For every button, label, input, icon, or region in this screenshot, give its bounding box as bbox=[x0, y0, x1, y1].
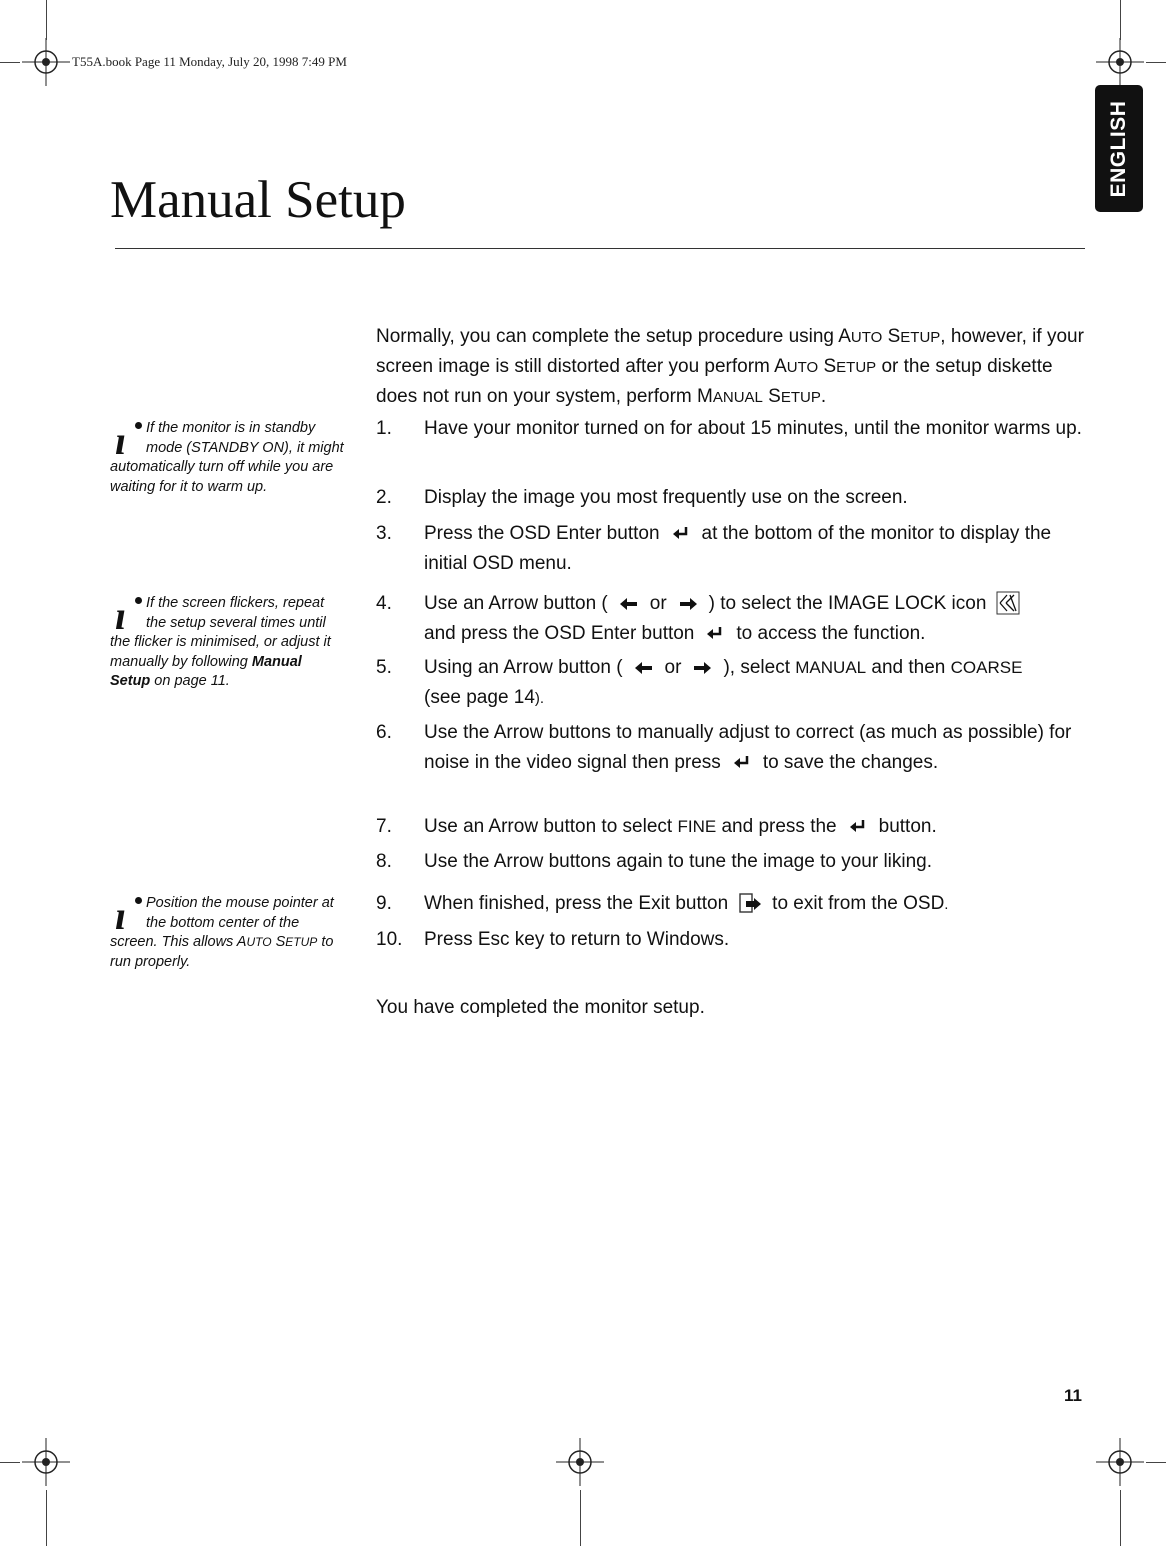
page-title: Manual Setup bbox=[110, 171, 406, 229]
step-item: 2. Display the image you most frequently use on the screen. bbox=[376, 487, 908, 508]
crop-mark bbox=[1146, 62, 1166, 63]
crop-mark bbox=[0, 1462, 20, 1463]
enter-icon bbox=[670, 525, 692, 541]
print-header-slug: T55A.book Page 11 Monday, July 20, 1998 7:49 PM bbox=[72, 54, 347, 69]
right-arrow-icon bbox=[691, 659, 713, 675]
registration-mark-icon bbox=[22, 38, 70, 86]
step-item: 5. Using an Arrow button ( or ), select MANUAL and then COARSE (see page 14). bbox=[376, 657, 1023, 708]
info-icon: ı bbox=[110, 894, 144, 930]
step-item: 10. Press Esc key to return to Windows. bbox=[376, 929, 730, 950]
crop-mark bbox=[46, 1490, 47, 1546]
crop-mark bbox=[580, 1490, 581, 1546]
crop-mark bbox=[0, 62, 20, 63]
title-divider bbox=[115, 248, 1085, 249]
enter-icon bbox=[731, 754, 753, 770]
enter-icon bbox=[704, 625, 726, 641]
side-note bbox=[110, 419, 346, 497]
crop-mark bbox=[46, 0, 47, 40]
step-item: 8. Use the Arrow buttons again to tune the image to your liking. bbox=[376, 851, 933, 872]
registration-mark-icon bbox=[1096, 38, 1144, 86]
enter-icon bbox=[847, 818, 869, 834]
left-arrow-icon bbox=[618, 595, 640, 611]
step-item: 7. Use an Arrow button to select FINE and press the button. bbox=[376, 816, 937, 837]
right-arrow-icon bbox=[677, 595, 699, 611]
step-item: 6. Use the Arrow buttons to manually adjust to correct (as much as possible) for noise in the video signal then press to save the changes. bbox=[376, 722, 1072, 773]
side-note: ı If the screen flickers, repeat the setup several times until the flicker is minimised, or adjust it manually by following Manual Setup on page 11. bbox=[110, 593, 331, 689]
registration-mark-icon bbox=[1096, 1438, 1144, 1486]
language-tab bbox=[1095, 85, 1143, 212]
crop-mark bbox=[1120, 1490, 1121, 1546]
image-lock-icon bbox=[996, 591, 1020, 615]
crop-mark bbox=[1146, 1462, 1166, 1463]
crop-mark bbox=[1120, 0, 1121, 40]
step-item: 4. Use an Arrow button ( or ) to select the IMAGE LOCK icon and press the OSD Enter button to access the function. bbox=[376, 589, 1086, 648]
step-item: 9. When finished, press the Exit button to exit from the OSD. bbox=[376, 893, 949, 914]
info-icon: ı bbox=[110, 594, 144, 630]
cross-reference: Manual Setup bbox=[110, 653, 302, 689]
side-note: ı Position the mouse pointer at the bottom center of the screen. This allows AUTO SETUP to run properly. bbox=[110, 893, 334, 970]
intro-paragraph: Normally, you can complete the setup procedure using AUTO SETUP, however, if your screen image is still distorted after you perform AUTO SETUP or the setup diskette does not run on your system, perform MANUAL SETUP. bbox=[376, 326, 1084, 407]
info-icon: ı bbox=[110, 419, 144, 455]
exit-icon bbox=[738, 892, 762, 914]
step-item: 1. Have your monitor turned on for about 15 minutes, until the monitor warms up. bbox=[376, 418, 1082, 439]
side-note-text: If the monitor is in standby mode (STANDBY ON), it might automatically turn off while you are waiting for it to warm up. bbox=[110, 420, 344, 495]
registration-mark-icon bbox=[556, 1438, 604, 1486]
left-arrow-icon bbox=[633, 659, 655, 675]
step-item: 3. Press the OSD Enter button at the bottom of the monitor to display the initial OSD menu. bbox=[376, 523, 1052, 574]
page-number: 11 bbox=[1064, 1386, 1082, 1405]
language-tab-label: ENGLISH bbox=[1107, 100, 1130, 197]
registration-mark-icon bbox=[22, 1438, 70, 1486]
closing-text: You have completed the monitor setup. bbox=[376, 997, 705, 1018]
